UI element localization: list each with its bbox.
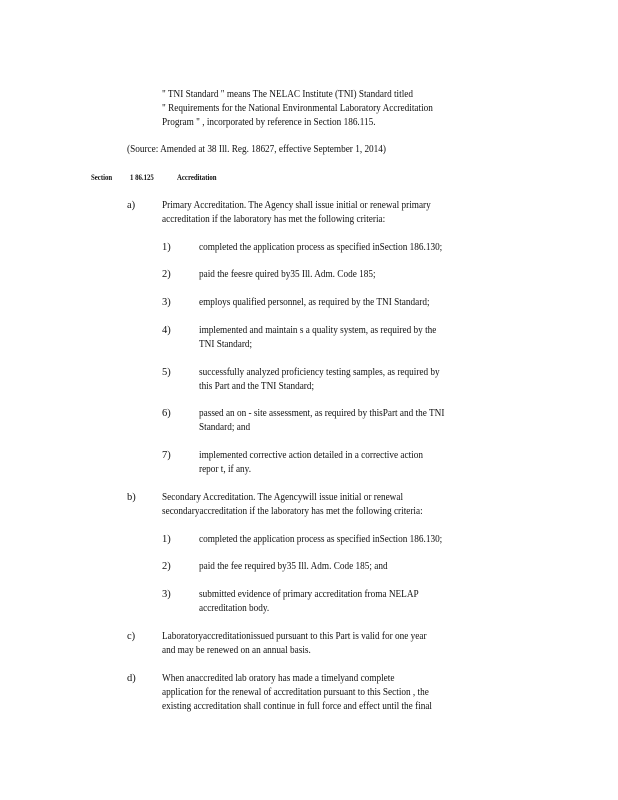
a-item-7-line-2: repor t, if any. (199, 464, 252, 475)
b-item-2-num: 2) (162, 561, 171, 572)
subsection-a-line-2: accreditation if the laboratory has met the following criteria: (162, 214, 386, 225)
b-item-1-line-1: completed the application process as specified inSection 186.130; (199, 534, 443, 545)
a-item-5-line-1: successfully analyzed proficiency testing samples, as required by (199, 367, 440, 378)
a-item-4-num: 4) (162, 325, 171, 336)
subsection-a-label: a) (127, 200, 136, 211)
a-item-2-num: 2) (162, 269, 171, 280)
subsection-c-line-1: Laboratoryaccreditationissued pursuant to this Part is valid for one year (162, 631, 427, 642)
section-label: Section (91, 173, 113, 182)
b-item-3-num: 3) (162, 589, 171, 600)
a-item-4-line-1: implemented and maintain s a quality system, as required by the (199, 325, 437, 336)
b-item-1-num: 1) (162, 534, 171, 545)
a-item-1-num: 1) (162, 242, 171, 253)
subsection-d-label: d) (127, 673, 136, 684)
a-item-6-line-1: passed an on - site assessment, as required by thisPart and the TNI (199, 408, 445, 419)
subsection-c-line-2: and may be renewed on an annual basis. (162, 645, 311, 656)
subsection-b-line-1: Secondary Accreditation. The Agencywill issue initial or renewal (162, 492, 404, 503)
section-title: Accreditation (177, 173, 217, 182)
definition-line-3: Program " , incorporated by reference in Section 186.115. (162, 117, 376, 128)
a-item-5-line-2: this Part and the TNI Standard; (199, 381, 315, 392)
subsection-b-label: b) (127, 492, 136, 503)
a-item-6-num: 6) (162, 408, 171, 419)
source-note: (Source: Amended at 38 Ill. Reg. 18627, effective September 1, 2014) (127, 144, 387, 155)
definition-line-2: " Requirements for the National Environmental Laboratory Accreditation (162, 103, 433, 114)
subsection-d-line-3: existing accreditation shall continue in full force and effect until the final (162, 701, 433, 712)
a-item-6-line-2: Standard; and (199, 422, 251, 433)
a-item-3-num: 3) (162, 297, 171, 308)
a-item-2-line-1: paid the feesre quired by35 Ill. Adm. Code 185; (199, 269, 376, 280)
subsection-d-line-1: When anaccredited lab oratory has made a timelyand complete (162, 673, 395, 684)
subsection-d-line-2: application for the renewal of accreditation pursuant to this Section , the (162, 687, 429, 698)
a-item-7-line-1: implemented corrective action detailed in a corrective action (199, 450, 423, 461)
definition-line-1: " TNI Standard " means The NELAC Institute (TNI) Standard titled (162, 89, 413, 100)
subsection-a-line-1: Primary Accreditation. The Agency shall issue initial or renewal primary (162, 200, 431, 211)
a-item-1-line-1: completed the application process as specified inSection 186.130; (199, 242, 443, 253)
a-item-3-line-1: employs qualified personnel, as required by the TNI Standard; (199, 297, 430, 308)
subsection-c-label: c) (127, 631, 136, 642)
subsection-b-line-2: secondaryaccreditation if the laboratory has met the following criteria: (162, 506, 423, 517)
b-item-3-line-2: accreditation body. (199, 603, 270, 614)
a-item-5-num: 5) (162, 367, 171, 378)
a-item-7-num: 7) (162, 450, 171, 461)
b-item-3-line-1: submitted evidence of primary accreditation froma NELAP (199, 589, 419, 600)
b-item-2-line-1: paid the fee required by35 Ill. Adm. Code 185; and (199, 561, 388, 572)
section-number: 1 86.125 (130, 173, 154, 182)
a-item-4-line-2: TNI Standard; (199, 339, 253, 350)
